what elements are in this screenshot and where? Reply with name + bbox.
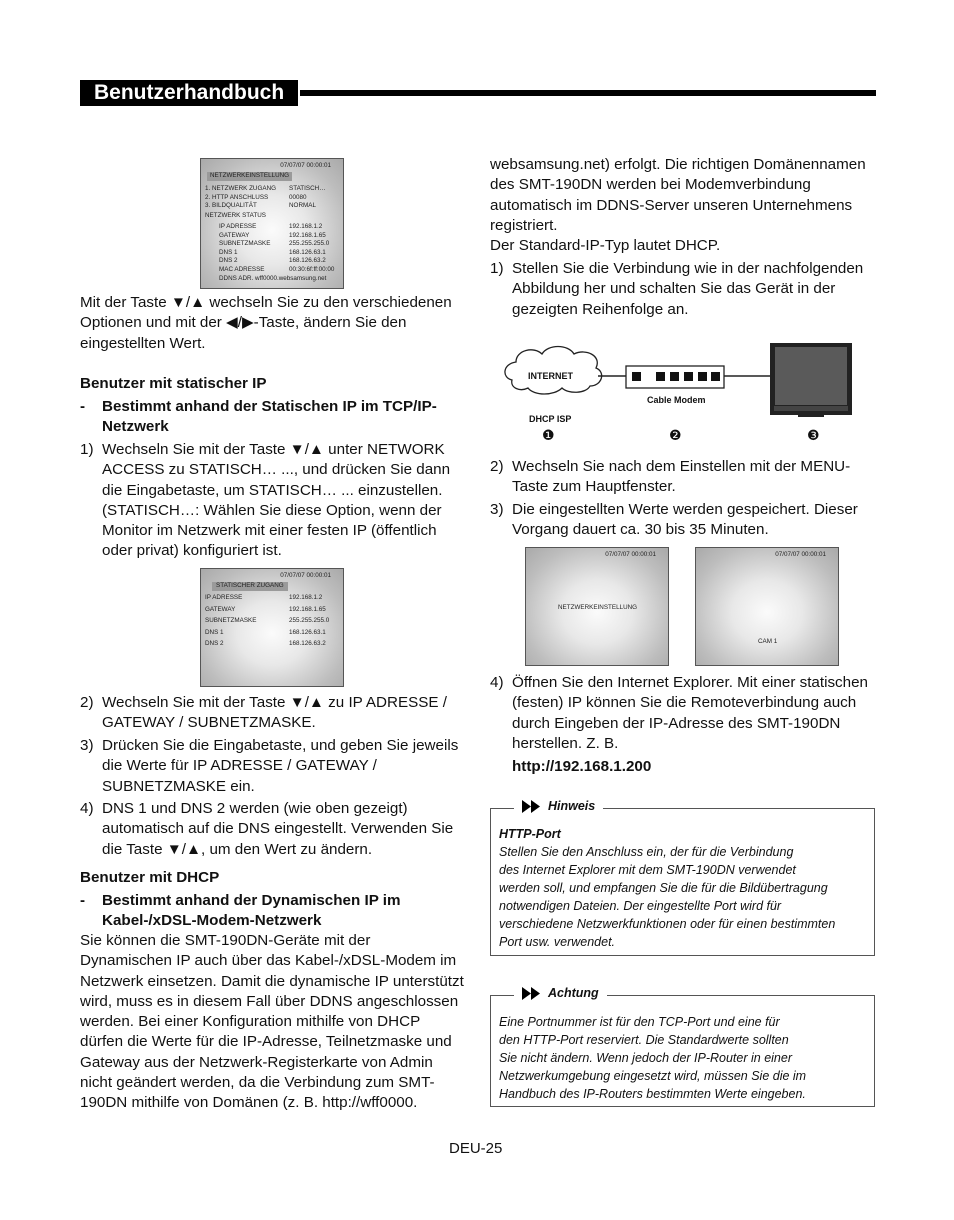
step-marker-2: ❷ (669, 427, 682, 443)
caution-box (490, 986, 875, 1107)
osd-row-value: 168.126.63.2 (289, 640, 326, 647)
static-step-3 (80, 736, 462, 797)
step-text: Öffnen Sie den Internet Explorer. Mit einer statischen (festen) IP können Sie die Remoteverbindung auch durch Eingeben der IP-Adresse des SMT-190DN herstellen. Z. B. (512, 674, 868, 752)
step-number: 2) (490, 458, 504, 475)
osd-status-value: 192.168.1.2 (289, 223, 323, 230)
screen-network-settings (525, 547, 669, 666)
hint-tag-label: Hinweis (548, 799, 596, 813)
hint-line: des Internet Explorer mit dem SMT-190DN verwendet (499, 863, 796, 877)
osd-row-value: NORMAL (289, 202, 316, 210)
caution-line: Eine Portnummer ist für den TCP-Port und eine für (499, 1015, 780, 1029)
osd-row-label: SUBNETZMASKE (205, 617, 257, 624)
osd-static-access (200, 568, 344, 687)
cable-modem-label: Cable Modem (647, 395, 706, 405)
osd-row-label: 3. BILDQUALITÄT (205, 202, 257, 210)
osd-status-value: 168.126.63.1 (289, 248, 326, 256)
hint-line: Stellen Sie den Anschluss ein, der für die Verbindung (499, 845, 794, 859)
caution-tag (514, 986, 607, 1000)
osd-status-label: MAC ADRESSE (219, 266, 265, 273)
osd-row-label: DNS 1 (205, 628, 224, 636)
step-text: Wechseln Sie nach dem Einstellen mit der MENU-Taste zum Hauptfenster. (512, 458, 851, 496)
osd-status-value: 192.168.1.65 (289, 231, 326, 239)
screen-cam (695, 547, 839, 666)
hint-tag (514, 799, 603, 813)
osd-status-value: 255.255.255.0 (289, 240, 330, 248)
screen-time: 07/07/07 00:00:01 (605, 551, 656, 558)
osd-row-label: 2. HTTP ANSCHLUSS (205, 193, 269, 201)
dhcp-step-4 (490, 673, 874, 754)
default-ip-type: Der Standard-IP-Typ lautet DHCP. (490, 237, 721, 254)
dhcp-bullet (80, 891, 460, 932)
step-number: 3) (80, 737, 94, 754)
caution-line: Netzwerkumgebung eingesetzt wird, müssen Sie die im (499, 1069, 807, 1083)
step-number: 4) (490, 674, 504, 691)
osd-row-value: 192.168.1.65 (289, 605, 326, 613)
osd-status-label: IP ADRESSE (219, 223, 257, 230)
step-text: DNS 1 und DNS 2 werden (wie oben gezeigt) automatisch auf die DNS eingestellt. Verwenden Sie die Taste ▼/▲, um den Wert zu ändern. (102, 800, 454, 858)
osd-title: STATISCHER ZUGANG (212, 582, 288, 591)
step-marker-1: ❶ (542, 427, 555, 443)
step-number: 4) (80, 800, 94, 817)
hint-box (490, 799, 875, 956)
screen-text: CAM 1 (758, 638, 778, 645)
step-text: Die eingestellten Werte werden gespeichert. Dieser Vorgang dauert ca. 30 bis 35 Minuten. (512, 501, 858, 539)
step-text: Stellen Sie die Verbindung wie in der nachfolgenden Abbildung her und schalten Sie das Gerät in der gezeigten Reihenfolge an. (512, 260, 864, 318)
osd-status-label: GATEWAY (219, 231, 250, 239)
osd-title: NETZWERKEINSTELLUNG (207, 172, 292, 181)
dhcp-text: Sie können die SMT-190DN-Geräte mit der Dynamischen IP auch über das Kabel-/xDSL-Modem im Netzwerk einsetzen. Damit die dynamische IP unterstützt wird, muss es in diesem Fall über DDNS angeschlossen werden. Bei einer Konfiguration mithilfe von DHCP dürfen die Werte für die IP-Adresse, Teilnetzmaske und Gateway aus der Netzwerk-Registerkarte von Admin nicht geändert werden, da die Verbindung zum SMT-190DN mithilfe von Domänen (z. B. http://wff0000. (80, 932, 464, 1112)
step-text: Drücken Sie die Eingabetaste, und geben Sie jeweils die Werte für IP ADRESSE / GATEWAY / SUBNETZMASKE ein. (102, 737, 459, 795)
caution-tag-label: Achtung (548, 986, 599, 1000)
step-text: Wechseln Sie mit der Taste ▼/▲ unter NETWORK ACCESS zu STATISCH… ..., und drücken Sie dann die Eingabetaste, um STATISCH… ... einzustellen. (STATISCH…: Wählen Sie diese Option, wenn der Monitor im Netzwerk mit einer festen IP (öffentlich oder privat) konfiguriert ist. (102, 441, 451, 560)
bullet-text: Bestimmt anhand der Dynamischen IP im Kabel-/xDSL-Modem-Netzwerk (102, 892, 401, 930)
double-arrow-icon (522, 800, 542, 813)
osd-status-title: NETZWERK STATUS (205, 212, 266, 219)
header-rule (300, 90, 876, 96)
page-title: Benutzerhandbuch (80, 80, 298, 106)
step-number: 1) (490, 260, 504, 277)
connection-diagram (498, 340, 858, 446)
osd-row-value: 00080 (289, 193, 307, 201)
screen-text: NETZWERKEINSTELLUNG (558, 604, 638, 611)
caution-line: den HTTP-Port reserviert. Die Standardwerte sollten (499, 1033, 789, 1047)
page-number: DEU-25 (449, 1140, 503, 1157)
caution-line: Handbuch des IP-Routers bestimmten Werte eingeben. (499, 1087, 806, 1101)
osd-row-label: GATEWAY (205, 605, 236, 613)
bullet-dash: - (80, 398, 86, 415)
hint-line: verschiedene Netzwerkfunktionen oder für einen bestimmten (499, 917, 836, 931)
osd-row-value: STATISCH… (289, 185, 326, 192)
osd-row-label: 1. NETZWERK ZUGANG (205, 185, 277, 192)
static-step-1 (80, 440, 462, 562)
step-number: 1) (80, 441, 94, 458)
osd-status-value: 168.126.63.2 (289, 257, 326, 265)
right-continuation: websamsung.net) erfolgt. Die richtigen Domänennamen des SMT-190DN werden bei Modemverbindung automatisch im DDNS-Server unseren Unternehmens registriert. (490, 156, 866, 234)
osd-time: 07/07/07 00:00:01 (280, 162, 331, 169)
example-url: http://192.168.1.200 (512, 758, 652, 775)
osd-status-label: SUBNETZMASKE (219, 240, 271, 248)
hint-line: werden soll, und empfangen Sie die für die Bildübertragung (499, 881, 828, 895)
static-step-4 (80, 799, 462, 860)
intro-text: Mit der Taste ▼/▲ wechseln Sie zu den verschiedenen Optionen und mit der ◀/▶-Taste, ändern Sie den eingestellten Wert. (80, 294, 452, 352)
caution-body (499, 1013, 871, 1103)
step-number: 2) (80, 694, 94, 711)
screen-time: 07/07/07 00:00:01 (775, 551, 826, 558)
step-number: 3) (490, 501, 504, 518)
internet-label: INTERNET (528, 371, 573, 381)
osd-status-label: DNS 2 (219, 257, 238, 265)
osd-row-value: 192.168.1.2 (289, 594, 323, 601)
osd-row-value: 255.255.255.0 (289, 617, 330, 624)
osd-status-label: DNS 1 (219, 248, 238, 256)
caution-line: Sie nicht ändern. Wenn jedoch der IP-Router in einer (499, 1051, 792, 1065)
osd-row-label: DNS 2 (205, 640, 224, 647)
osd-ddns: DDNS ADR. wff0000.websamsung.net (219, 274, 327, 282)
hint-line: notwendigen Dateien. Der eingestellte Port wird für (499, 899, 782, 913)
dhcp-isp-label: DHCP ISP (529, 414, 572, 424)
step-marker-3: ❸ (807, 427, 820, 443)
hint-title: HTTP-Port (499, 827, 561, 841)
dhcp-step-3 (490, 500, 874, 541)
osd-time: 07/07/07 00:00:01 (280, 572, 331, 579)
bullet-dash: - (80, 892, 86, 909)
dhcp-step-1 (490, 259, 874, 320)
osd-network-settings (200, 158, 344, 289)
bullet-text: Bestimmt anhand der Statischen IP im TCP/IP-Netzwerk (102, 398, 437, 436)
static-bullet (80, 397, 460, 438)
osd-row-value: 168.126.63.1 (289, 628, 326, 636)
static-heading: Benutzer mit statischer IP (80, 375, 267, 392)
step-text: Wechseln Sie mit der Taste ▼/▲ zu IP ADRESSE / GATEWAY / SUBNETZMASKE. (102, 694, 447, 732)
dhcp-heading: Benutzer mit DHCP (80, 869, 220, 886)
hint-body (499, 843, 871, 951)
hint-line: Port usw. verwendet. (499, 935, 616, 949)
osd-status-value: 00:30:6f:ff:00:00 (289, 266, 335, 273)
dhcp-step-2 (490, 457, 874, 498)
double-arrow-icon (522, 987, 542, 1000)
osd-row-label: IP ADRESSE (205, 594, 243, 601)
static-step-2 (80, 693, 462, 734)
